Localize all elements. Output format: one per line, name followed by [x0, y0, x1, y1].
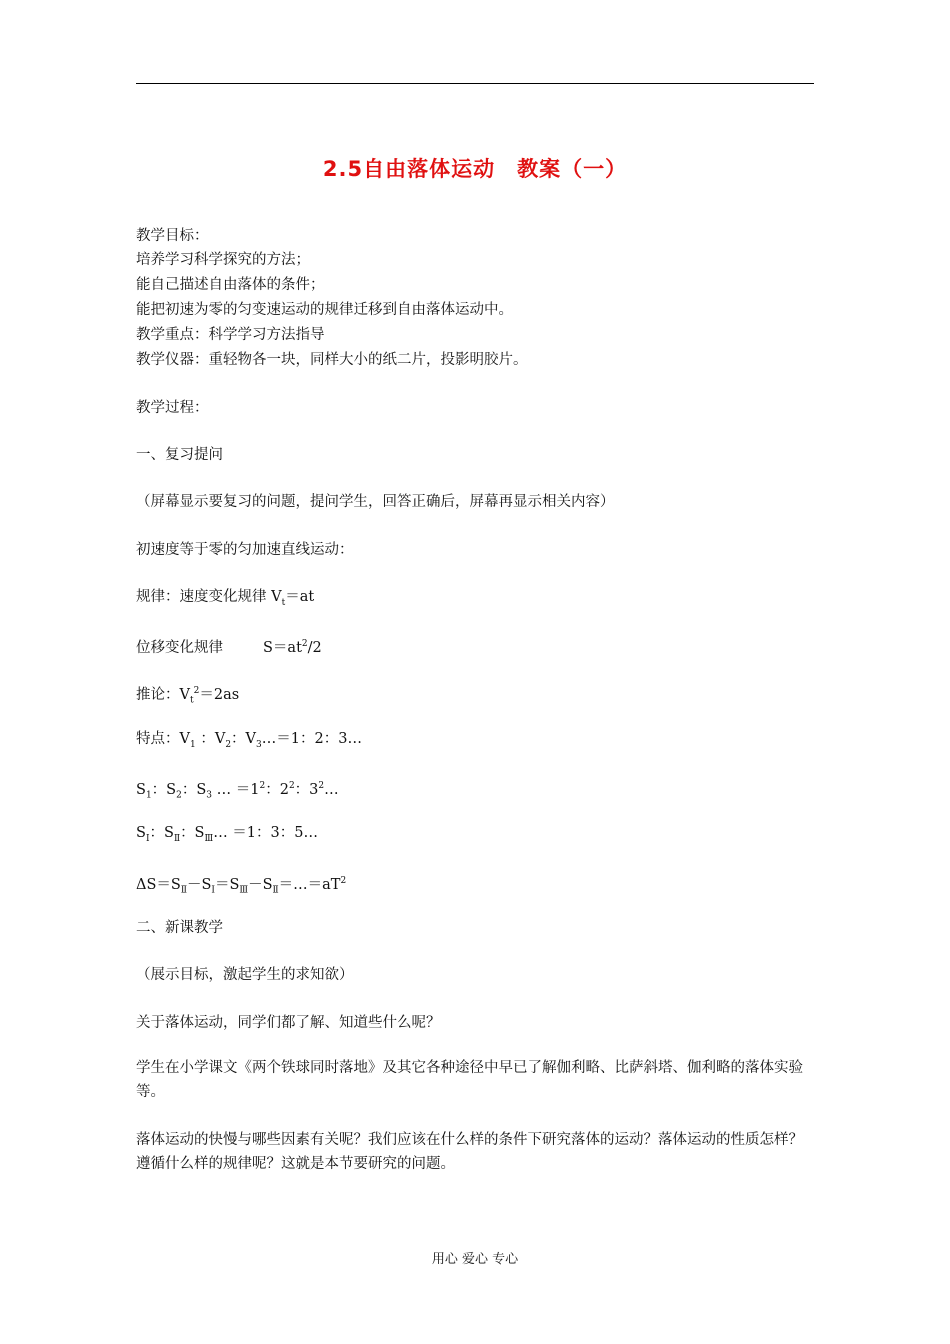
features-label: 特点：	[136, 731, 180, 747]
question-1: 关于落体运动，同学们都了解、知道些什么呢？	[136, 1015, 441, 1031]
key-point: 教学重点：科学学习方法指导	[136, 327, 325, 343]
process-heading: 教学过程：	[136, 400, 209, 416]
section-2-heading: 二、新课教学	[136, 920, 223, 936]
formula-displacement: 位移变化规律 $S=at^2/2$	[136, 639, 322, 656]
rule-label: 规律：速度变化规律	[136, 589, 267, 605]
formula-interval-ratio: $S_Ⅰ$：$S_Ⅱ$：$S_Ⅲ\dots =1$：3：5…	[136, 825, 318, 844]
paragraph-2: 落体运动的快慢与哪些因素有关呢？我们应该在什么样的条件下研究落体的运动？落体运动的性质怎样？遵循什么样的规律呢？这就是本节要研究的问题。	[136, 1132, 803, 1172]
section-1-note: （屏幕显示要复习的问题，提问学生，回答正确后，屏幕再显示相关内容）	[136, 494, 615, 510]
page-title: 2.5自由落体运动 教案（一）	[322, 157, 628, 181]
formula-velocity: 规律：速度变化规律 $V_t=at$	[136, 589, 315, 608]
formula-distance-ratio: $S_1$：$S_2$：$S_3$ … $=1^2$：$2^2$：$3^2\dots$	[136, 781, 339, 801]
review-topic: 初速度等于零的匀加速直线运动：	[136, 542, 354, 558]
section-1-heading: 一、复习提问	[136, 447, 223, 463]
formula-velocity-ratio: 特点：$V_1$ ：$V_2$：$V_3\dots=1$：2：3…	[136, 731, 362, 750]
formula-delta-s: $\Delta S=S_Ⅱ-S_Ⅰ=S_Ⅲ-S_Ⅱ=\dots=aT^2$	[136, 876, 347, 896]
goal-2: 能自己描述自由落体的条件；	[136, 277, 325, 293]
page-footer: 用心 爱心 专心	[431, 1252, 519, 1267]
paragraph-1: 学生在小学课文《两个铁球同时落地》及其它各种途径中早已了解伽利略、比萨斜塔、伽利略的落体实验等。	[136, 1060, 803, 1100]
goal-1: 培养学习科学探究的方法；	[136, 252, 310, 268]
goals-heading: 教学目标：	[136, 228, 209, 244]
formula-inference: 推论：$V_t^2=2as$	[136, 686, 240, 706]
goal-3: 能把初速为零的匀变速运动的规律迁移到自由落体运动中。	[136, 302, 513, 318]
equipment: 教学仪器：重轻物各一块，同样大小的纸二片，投影明胶片。	[136, 352, 528, 368]
disp-label: 位移变化规律	[136, 639, 223, 656]
inference-label: 推论：	[136, 686, 180, 703]
header-rule	[136, 83, 814, 84]
section-2-note: （展示目标，激起学生的求知欲）	[136, 967, 354, 983]
